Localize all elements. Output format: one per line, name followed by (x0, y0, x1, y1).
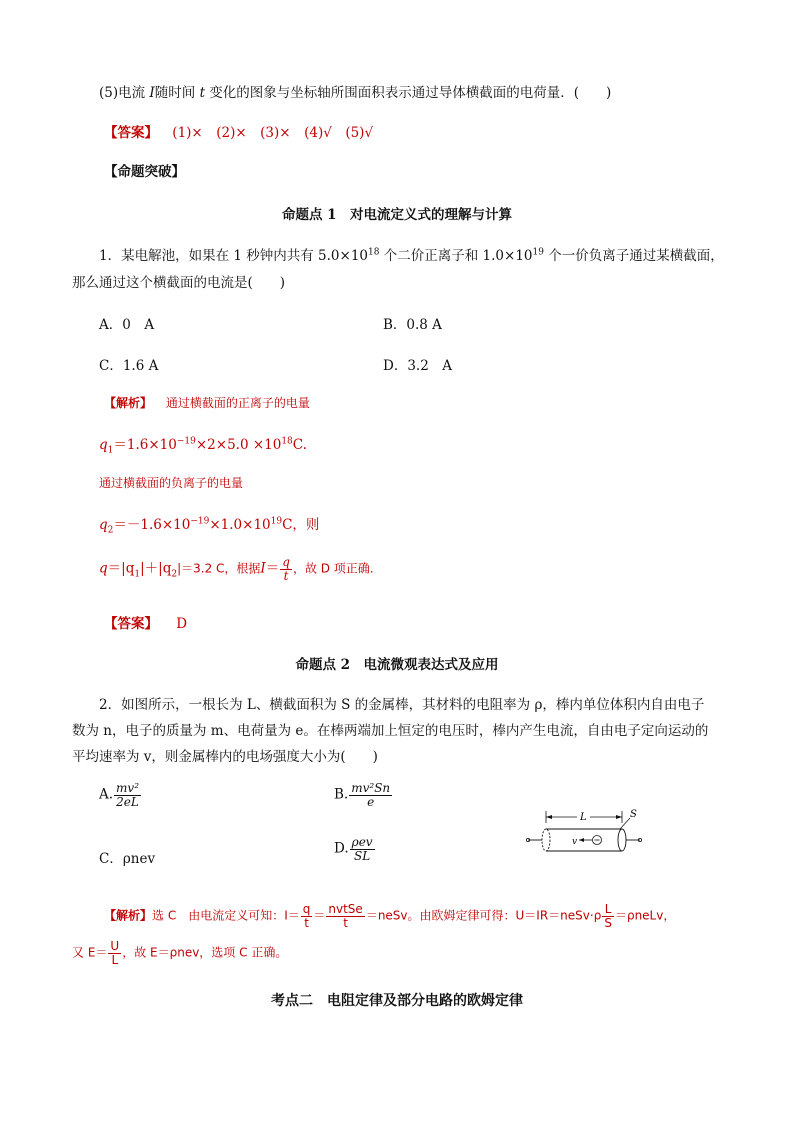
option-2-c: C．ρnev (99, 851, 156, 867)
label-v: v (572, 837, 578, 847)
arrow-right-icon (616, 815, 622, 819)
problem-1-line-2: 那么通过这个横截面的电流是( ) (72, 275, 286, 291)
option-2-b: B. $\frac{\text{mv²Sn}}{e}$ (334, 781, 391, 809)
answer-text: (1)× (2)× (3)× (4)√ (5)√ (172, 125, 374, 141)
rod-right-end (618, 829, 626, 851)
analysis-2-line-1: 【解析】选 C 由电流定义可知：I＝ $\frac{q}{t}$ ＝ $\frac{\text{nvtSe}}{t}$ ＝neSv。由欧姆定律可得：U＝IR＝neSv·ρ $\frac{L}{S}$ ＝ρneLv， (104, 902, 676, 930)
option-2-a: A. $\frac{\text{mv²}}{2eL}$ (99, 781, 140, 809)
arrow-left-icon (546, 815, 552, 819)
analysis-1-text-2: 通过横截面的负离子的电量 (99, 476, 244, 490)
answer-block-1 (104, 121, 373, 141)
option-d: D．3.2 A (383, 358, 453, 374)
analysis-1-eq-3: $q=|q_1|+|q_2|=3.2$ C，根据I＝ $\frac{q}{t}$ ，故 D 项正确. (99, 555, 374, 583)
analysis-1-eq-2: $q_2=-1.6\times 10^{-19}\times 1.0\times 10^{19}C$，则 (99, 516, 320, 536)
option-a: A．0 A (99, 317, 155, 333)
answer-block-2: 【答案】 D (104, 616, 188, 632)
velocity-arrowhead-icon (579, 838, 584, 842)
s-leader-line (620, 818, 630, 829)
analysis-1-intro: 【解析】 通过横截面的正离子的电量 (104, 396, 310, 410)
problem-1-line-1: 1．某电解池，如果在 1 秒钟内共有 $5.0\times 10^{18}$ 个二价正离子和 $1.0\times 10^{19}$ 个一价负离子通过某横截面， (99, 247, 724, 264)
question-5: (5)电流 I随时间 t 变化的图象与坐标轴所围面积表示通过导体横截面的电荷量．( ) (99, 85, 612, 101)
analysis-label: 【解析】 (104, 396, 153, 410)
section-heading: 【命题突破】 (104, 164, 185, 180)
analysis-1-eq-1: $q_1=1.6\times 10^{-19}\times 2\times 5.0 \times 10^{18}C$. (99, 436, 307, 456)
point-2-title: 命题点 2 电流微观表达式及应用 (295, 657, 499, 673)
point-1-title: 命题点 1 对电流定义式的理解与计算 (281, 207, 513, 223)
problem-2-line-2: 数为 n，电子的质量为 m、电荷量为 e。在棒两端加上恒定的电压时，棒内产生电流，自由电子定向运动的 (72, 723, 709, 739)
option-b: B．0.8 A (383, 317, 442, 333)
metal-rod-figure (522, 805, 652, 860)
answer-label: 【答案】 (104, 125, 158, 141)
option-c: C．1.6 A (99, 358, 159, 374)
label-S: S (630, 809, 637, 820)
option-2-d: D. $\frac{\text{ρev}}{SL}$ (334, 835, 373, 863)
rod-left-end (542, 829, 550, 851)
analysis-2-line-2: 又 E＝ $\frac{U}{L}$ ，故 E＝ρnev，选项 C 正确。 (72, 939, 288, 967)
problem-2-line-1: 2．如图所示，一根长为 L、横截面积为 S 的金属棒，其材料的电阻率为 ρ，棒内单位体积内自由电子 (99, 697, 705, 713)
topic-2-title: 考点二 电阻定律及部分电路的欧姆定律 (271, 993, 523, 1009)
label-L: L (580, 812, 587, 823)
problem-2-line-3: 平均速率为 v，则金属棒内的电场强度大小为( ) (72, 749, 378, 765)
